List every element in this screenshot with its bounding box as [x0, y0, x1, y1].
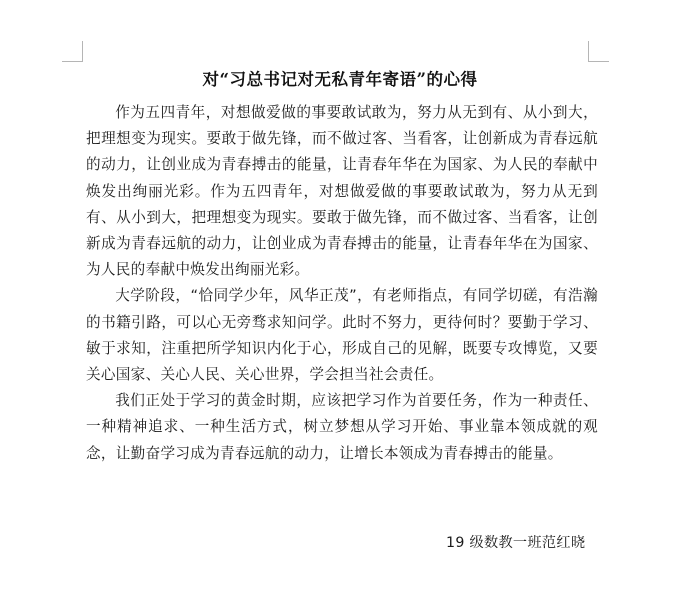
document-body [86, 100, 598, 467]
author-signature: 19 级数教一班范红晓 [446, 535, 586, 551]
document-title: 对“习总书记对无私青年寄语”的心得 [202, 70, 478, 89]
crop-mark-top-right [588, 41, 609, 62]
crop-mark-top-left [62, 41, 83, 62]
paragraph-1: 作为五四青年，对想做爱做的事要敢试敢为，努力从无到有、从小到大，把理想变为现实。要敢于做先锋，而不做过客、当看客，让创新成为青春远航的动力，让创业成为青春搏击的能量，让青春年华在为国家、为人民的奉献中焕发出绚丽光彩。作为五四青年，对想做爱做的事要敢试敢为，努力从无到有、从小到大，把理想变为现实。要敢于做先锋，而不做过客、当看客，让创新成为青春远航的动力，让创业成为青春搏击的能量，让青春年华在为国家、为人民的奉献中焕发出绚丽光彩。 [86, 104, 598, 279]
paragraph-3: 我们正处于学习的黄金时期，应该把学习作为首要任务，作为一种责任、一种精神追求、一种生活方式，树立梦想从学习开始、事业靠本领成就的观念，让勤奋学习成为青春远航的动力，让增长本领成为青春搏击的能量。 [86, 392, 598, 462]
paragraph-2: 大学阶段，“恰同学少年，风华正茂”，有老师指点，有同学切磋，有浩瀚的书籍引路，可以心无旁骛求知问学。此时不努力，更待何时？要勤于学习、敏于求知，注重把所学知识内化于心，形成自己的见解，既要专攻博览，又要关心国家、关心人民、关心世界，学会担当社会责任。 [86, 287, 598, 384]
